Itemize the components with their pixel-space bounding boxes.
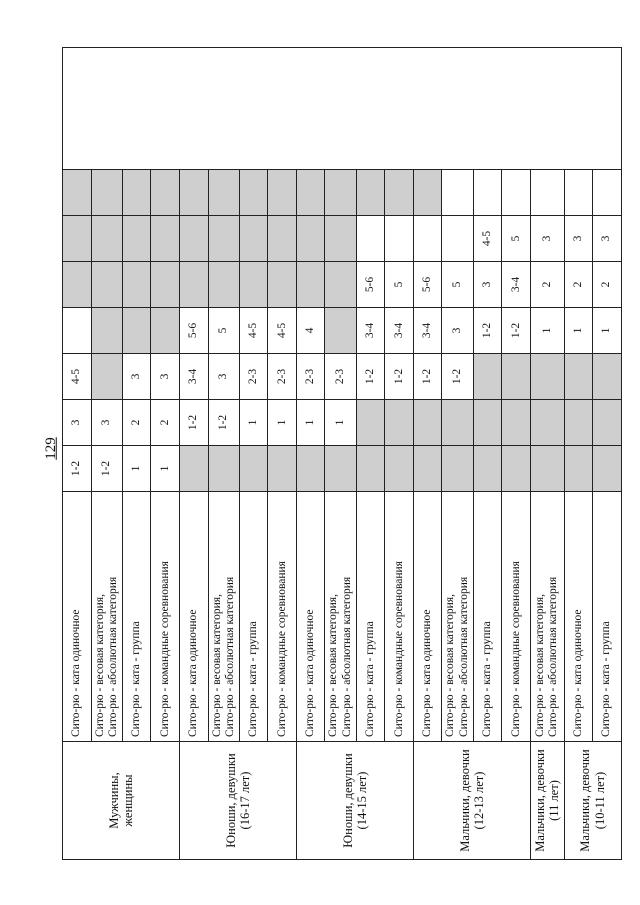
stage-cell: 3: [63, 400, 92, 446]
stage-cell: 1-2: [208, 400, 239, 446]
discipline-line: Сито-рю - абсолютная категория: [457, 576, 470, 737]
table-row: [413, 48, 442, 860]
stage-cell: [239, 170, 268, 216]
stage-cell: [91, 354, 122, 400]
stage-cell: 1: [122, 446, 151, 492]
stage-cell: [593, 354, 622, 400]
stage-cell: [356, 446, 385, 492]
stage-cell: [63, 216, 92, 262]
stage-cell: 1: [296, 400, 325, 446]
stage-cell: [296, 170, 325, 216]
discipline-cell: [151, 492, 180, 742]
stage-cell: [385, 170, 414, 216]
stage-cell: 5-6: [179, 308, 208, 354]
stage-cell: 1-2: [385, 354, 414, 400]
discipline-line: Сито-рю - ката одиночное: [304, 609, 317, 737]
stage-cell: 3: [151, 354, 180, 400]
discipline-cell: [91, 492, 122, 742]
stage-cell: [564, 446, 593, 492]
stage-cell: [239, 262, 268, 308]
page-number: 129: [42, 437, 59, 460]
stage-cell: [593, 170, 622, 216]
discipline-line: Сито-рю - командные соревнования: [275, 561, 288, 737]
stage-cell: 2-3: [268, 354, 297, 400]
stage-cell: [122, 308, 151, 354]
age-group-cell: Мальчики, девочки (11 лет): [530, 742, 564, 860]
age-group-cell: Мальчики, девочки (12-13 лет): [413, 742, 530, 860]
discipline-cell: [208, 492, 239, 742]
stage-cell: [325, 170, 356, 216]
discipline-line: Сито-рю - ката одиночное: [187, 609, 200, 737]
stage-cell: 2: [122, 400, 151, 446]
discipline-cell: [385, 492, 414, 742]
stage-cell: [593, 446, 622, 492]
discipline-line: Сито-рю - абсолютная категория: [340, 576, 353, 737]
stage-cell: [442, 400, 473, 446]
table-row: [179, 48, 208, 860]
stage-cell: [179, 446, 208, 492]
discipline-line: Сито-рю - ката одиночное: [571, 609, 584, 737]
stage-cell: [91, 170, 122, 216]
stage-cell: [385, 216, 414, 262]
stage-cell: [208, 262, 239, 308]
table-row: [530, 48, 564, 860]
age-group-cell: Юноши, девушки (14-15 лет): [296, 742, 413, 860]
stage-cell: [413, 400, 442, 446]
stage-cell: 2-3: [296, 354, 325, 400]
stage-cell: 3: [91, 400, 122, 446]
table-body: [63, 48, 622, 860]
table-row: [385, 48, 414, 860]
discipline-cell: [442, 492, 473, 742]
stage-cell: [593, 400, 622, 446]
stage-cell: 1: [593, 308, 622, 354]
table-row: [208, 48, 239, 860]
discipline-cell: [356, 492, 385, 742]
stage-cell: 2: [530, 262, 564, 308]
table-row: [268, 48, 297, 860]
stage-cell: 3-4: [179, 354, 208, 400]
stage-cell: [473, 446, 502, 492]
stage-cell: 3-4: [356, 308, 385, 354]
stage-cell: [325, 262, 356, 308]
stage-cell: 5: [208, 308, 239, 354]
stage-cell: [473, 170, 502, 216]
discipline-cell: [502, 492, 531, 742]
table-row: [356, 48, 385, 860]
stage-cell: [530, 400, 564, 446]
stage-cell: 1: [564, 308, 593, 354]
stage-cell: [356, 400, 385, 446]
stage-cell: 1-2: [356, 354, 385, 400]
table-row: [564, 48, 593, 860]
table-row: [325, 48, 356, 860]
stage-cell: [413, 216, 442, 262]
stage-cell: [179, 216, 208, 262]
table-row: [593, 48, 622, 860]
stage-cell: 5-6: [413, 262, 442, 308]
stage-cell: [413, 446, 442, 492]
discipline-cell: [239, 492, 268, 742]
stage-cell: 4-5: [268, 308, 297, 354]
age-group-cell: Мальчики, девочки (10-11 лет): [564, 742, 621, 860]
discipline-cell: [296, 492, 325, 742]
stage-cell: 3: [530, 216, 564, 262]
stage-cell: [502, 446, 531, 492]
stage-cell: [122, 216, 151, 262]
age-group-cell: Мужчины, женщины: [63, 742, 180, 860]
discipline-line: Сито-рю - абсолютная категория: [547, 576, 560, 737]
discipline-line: Сито-рю - ката - группа: [247, 621, 260, 737]
stage-cell: 3: [593, 216, 622, 262]
stage-cell: [151, 170, 180, 216]
stage-cell: [356, 170, 385, 216]
stage-cell: [530, 446, 564, 492]
stage-cell: 2: [593, 262, 622, 308]
table-row: [502, 48, 531, 860]
stage-cell: [442, 170, 473, 216]
stage-cell: [63, 308, 92, 354]
stage-cell: 3: [122, 354, 151, 400]
table-row: [151, 48, 180, 860]
stage-cell: [325, 446, 356, 492]
discipline-cell: [593, 492, 622, 742]
discipline-line: Сито-рю - ката - группа: [600, 621, 613, 737]
stage-cell: [385, 446, 414, 492]
stage-cell: 2: [564, 262, 593, 308]
stage-cell: 4-5: [63, 354, 92, 400]
stage-cell: 3: [208, 354, 239, 400]
stage-cell: 1: [239, 400, 268, 446]
stage-cell: 1-2: [179, 400, 208, 446]
stage-cell: [91, 262, 122, 308]
stage-cell: [325, 216, 356, 262]
discipline-line: Сито-рю - весовая категория,: [444, 594, 457, 737]
stage-cell: 1: [268, 400, 297, 446]
stage-cell: [502, 170, 531, 216]
discipline-cell: [413, 492, 442, 742]
table-row: [91, 48, 122, 860]
stage-cell: [122, 170, 151, 216]
stage-cell: [239, 216, 268, 262]
stage-cell: 4: [296, 308, 325, 354]
discipline-line: Сито-рю - ката - группа: [481, 621, 494, 737]
discipline-line: Сито-рю - весовая категория,: [534, 594, 547, 737]
stage-cell: 1-2: [473, 308, 502, 354]
discipline-line: Сито-рю - весовая категория,: [93, 594, 106, 737]
stage-cell: [356, 216, 385, 262]
discipline-line: Сито-рю - командные соревнования: [509, 561, 522, 737]
stage-cell: 4-5: [239, 308, 268, 354]
stage-cell: 2-3: [325, 354, 356, 400]
stage-cell: [268, 446, 297, 492]
discipline-line: Сито-рю - ката одиночное: [421, 609, 434, 737]
stage-cell: 3: [442, 308, 473, 354]
stage-cell: [385, 400, 414, 446]
table-frame: [62, 48, 613, 860]
discipline-cell: [564, 492, 593, 742]
stage-cell: [63, 170, 92, 216]
age-group-cell: Юноши, девушки (16-17 лет): [179, 742, 296, 860]
stage-cell: [502, 400, 531, 446]
stage-cell: [91, 308, 122, 354]
stage-cell: [63, 262, 92, 308]
discipline-line: Сито-рю - абсолютная категория: [106, 576, 119, 737]
stage-cell: 3-4: [413, 308, 442, 354]
rotated-table: [62, 48, 613, 860]
stage-cell: 1-2: [502, 308, 531, 354]
discipline-cell: [63, 492, 92, 742]
stage-cell: 5: [385, 262, 414, 308]
table-row: [239, 48, 268, 860]
discipline-line: Сито-рю - ката - группа: [130, 621, 143, 737]
stage-cell: [151, 216, 180, 262]
discipline-line: Сито-рю - ката - группа: [364, 621, 377, 737]
stage-cell: [239, 446, 268, 492]
stage-cell: [564, 400, 593, 446]
stage-cell: [442, 216, 473, 262]
stage-cell: [208, 446, 239, 492]
discipline-line: Сито-рю - абсолютная категория: [223, 576, 236, 737]
stage-cell: [413, 170, 442, 216]
discipline-line: Сито-рю - весовая категория,: [327, 594, 340, 737]
stage-cell: 4-5: [473, 216, 502, 262]
stage-cell: [208, 170, 239, 216]
stage-cell: [268, 216, 297, 262]
stage-cell: 3: [473, 262, 502, 308]
discipline-line: Сито-рю - командные соревнования: [392, 561, 405, 737]
stage-cell: [208, 216, 239, 262]
stage-cell: [91, 216, 122, 262]
stage-cell: [473, 400, 502, 446]
stage-cell: [296, 216, 325, 262]
discipline-cell: [268, 492, 297, 742]
discipline-cell: [473, 492, 502, 742]
stage-cell: 3-4: [385, 308, 414, 354]
stage-cell: [268, 170, 297, 216]
stage-cell: [179, 170, 208, 216]
stage-cell: 1-2: [413, 354, 442, 400]
discipline-line: Сито-рю - ката одиночное: [70, 609, 83, 737]
stage-cell: 5-6: [356, 262, 385, 308]
stage-cell: 1-2: [442, 354, 473, 400]
stage-cell: [473, 354, 502, 400]
blank-column: [63, 48, 622, 170]
stage-cell: [296, 262, 325, 308]
stage-cell: 1: [530, 308, 564, 354]
stage-cell: 3-4: [502, 262, 531, 308]
table-row: [473, 48, 502, 860]
stage-cell: [442, 446, 473, 492]
stage-cell: 2: [151, 400, 180, 446]
stage-cell: 5: [502, 216, 531, 262]
stage-cell: [325, 308, 356, 354]
stage-cell: [296, 446, 325, 492]
stage-cell: [530, 170, 564, 216]
stage-cell: 1-2: [63, 446, 92, 492]
stage-cell: [151, 262, 180, 308]
discipline-line: Сито-рю - командные соревнования: [158, 561, 171, 737]
stage-cell: [530, 354, 564, 400]
table-row: [122, 48, 151, 860]
stage-cell: [502, 354, 531, 400]
stage-cell: [151, 308, 180, 354]
discipline-cell: [530, 492, 564, 742]
stage-cell: [564, 170, 593, 216]
table-row: [442, 48, 473, 860]
stage-cell: [122, 262, 151, 308]
stage-cell: 2-3: [239, 354, 268, 400]
stage-cell: 1: [151, 446, 180, 492]
stage-cell: [268, 262, 297, 308]
table-row: [296, 48, 325, 860]
discipline-line: Сито-рю - весовая категория,: [210, 594, 223, 737]
stage-cell: 1-2: [91, 446, 122, 492]
stage-cell: [564, 354, 593, 400]
stage-cell: 1: [325, 400, 356, 446]
discipline-cell: [325, 492, 356, 742]
table-row: [63, 48, 92, 860]
discipline-cell: [179, 492, 208, 742]
stage-cell: 5: [442, 262, 473, 308]
ranking-table: [62, 47, 622, 860]
stage-cell: [179, 262, 208, 308]
stage-cell: 3: [564, 216, 593, 262]
discipline-cell: [122, 492, 151, 742]
